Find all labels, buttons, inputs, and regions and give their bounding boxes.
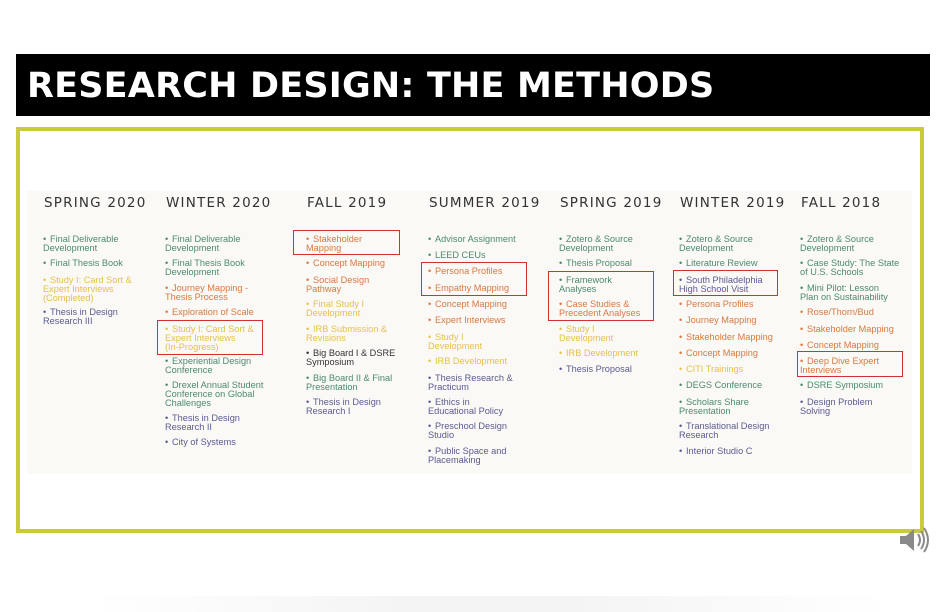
method-item bbox=[559, 365, 632, 374]
method-item bbox=[428, 300, 507, 309]
method-item bbox=[800, 259, 899, 277]
bullet-icon: • bbox=[43, 258, 47, 268]
bullet-icon: • bbox=[800, 324, 804, 334]
bullet-icon: • bbox=[165, 324, 169, 334]
bullet-icon: • bbox=[428, 315, 432, 325]
bullet-icon: • bbox=[679, 421, 683, 431]
highlight-box bbox=[421, 262, 527, 296]
method-item-line: Interviews bbox=[800, 365, 842, 375]
method-item-line: Development bbox=[679, 243, 734, 253]
bullet-icon: • bbox=[306, 348, 310, 358]
highlight-box bbox=[797, 351, 903, 377]
method-item bbox=[800, 398, 872, 416]
method-item-line: Expert Interviews bbox=[165, 333, 236, 343]
method-item-line: • Concept Mapping bbox=[428, 299, 508, 309]
method-item bbox=[679, 316, 756, 325]
bullet-icon: • bbox=[679, 258, 683, 268]
bullet-icon: • bbox=[679, 234, 683, 244]
method-item-line: • Scholars Share bbox=[679, 397, 749, 407]
speaker-icon[interactable] bbox=[896, 522, 932, 558]
method-item-line: • Study I: Card Sort & bbox=[43, 275, 132, 285]
method-item bbox=[306, 300, 364, 318]
method-item-line: of U.S. Schools bbox=[800, 267, 864, 277]
method-item bbox=[559, 235, 633, 253]
method-item-line: Thesis Process bbox=[165, 292, 228, 302]
method-item bbox=[165, 381, 263, 408]
method-item-line: Development bbox=[306, 308, 361, 318]
method-item bbox=[306, 276, 369, 294]
method-item-line: • City of Systems bbox=[165, 437, 236, 447]
method-item-line: • Literature Review bbox=[679, 258, 758, 268]
bullet-icon: • bbox=[800, 380, 804, 390]
bullet-icon: • bbox=[428, 283, 432, 293]
bullet-icon: • bbox=[428, 397, 432, 407]
method-item-line: • Thesis in Design bbox=[43, 307, 118, 317]
method-item-line: • Drexel Annual Student bbox=[165, 380, 264, 390]
method-item-line: • Case Study: The State bbox=[800, 258, 900, 268]
bullet-icon: • bbox=[559, 299, 563, 309]
bullet-icon: • bbox=[306, 234, 310, 244]
method-item-line: • Design Problem bbox=[800, 397, 873, 407]
method-item-line: • Thesis in Design bbox=[165, 413, 240, 423]
method-item-line: • Study I bbox=[559, 324, 595, 334]
method-item-line: Development bbox=[559, 333, 614, 343]
method-item-line: • Persona Profiles bbox=[428, 266, 503, 276]
method-item-line: • Stakeholder Mapping bbox=[800, 324, 894, 334]
method-item-line: • South Philadelphia bbox=[679, 275, 763, 285]
method-item-line: Symposium bbox=[306, 357, 354, 367]
method-item-line: • Advisor Assignment bbox=[428, 234, 516, 244]
method-item-line: • Big Board II & Final bbox=[306, 373, 393, 383]
method-item bbox=[800, 341, 879, 350]
method-item-line: Research bbox=[679, 430, 719, 440]
highlight-box bbox=[548, 271, 654, 321]
method-item bbox=[559, 349, 638, 358]
bullet-icon: • bbox=[306, 324, 310, 334]
method-item bbox=[679, 422, 769, 440]
bullet-icon: • bbox=[679, 364, 683, 374]
method-item-line: • Zotero & Source bbox=[559, 234, 633, 244]
method-item-line: • Social Design bbox=[306, 275, 370, 285]
bullet-icon: • bbox=[428, 446, 432, 456]
slide-title: RESEARCH DESIGN: THE METHODS bbox=[27, 66, 715, 106]
bullet-icon: • bbox=[428, 234, 432, 244]
bullet-icon: • bbox=[679, 348, 683, 358]
bullet-icon: • bbox=[679, 397, 683, 407]
highlight-box bbox=[673, 270, 778, 296]
column-heading: SPRING 2020 bbox=[44, 195, 147, 211]
method-item bbox=[306, 325, 387, 343]
bullet-icon: • bbox=[428, 332, 432, 342]
method-item-line: • Deep Dive Expert bbox=[800, 356, 880, 366]
method-item bbox=[306, 374, 392, 392]
method-item bbox=[428, 333, 482, 351]
method-item bbox=[428, 447, 507, 465]
method-item-line: • DEGS Conference bbox=[679, 380, 763, 390]
method-item bbox=[306, 398, 381, 416]
method-item-line: • Final Deliverable bbox=[43, 234, 119, 244]
method-item-line: • Thesis Proposal bbox=[559, 364, 632, 374]
bullet-icon: • bbox=[165, 356, 169, 366]
method-item-line: Development bbox=[428, 341, 483, 351]
method-item-line: • Thesis Research & bbox=[428, 373, 513, 383]
method-item-line: (Completed) bbox=[43, 293, 94, 303]
bullet-icon: • bbox=[800, 258, 804, 268]
method-item-line: • Final Deliverable bbox=[165, 234, 241, 244]
method-item-line: Studio bbox=[428, 430, 455, 440]
method-item-line: • Study I bbox=[428, 332, 464, 342]
method-item bbox=[428, 235, 516, 244]
method-item-line: • Concept Mapping bbox=[306, 258, 386, 268]
highlight-box bbox=[157, 320, 263, 355]
bullet-icon: • bbox=[428, 299, 432, 309]
method-item bbox=[428, 374, 513, 392]
bullet-icon: • bbox=[800, 307, 804, 317]
method-item-line: • Final Thesis Book bbox=[165, 258, 245, 268]
method-item-line: • IRB Development bbox=[559, 348, 639, 358]
method-item bbox=[306, 259, 385, 268]
method-item-line: • Journey Mapping bbox=[679, 315, 757, 325]
method-item-line: • Thesis in Design bbox=[306, 397, 381, 407]
method-item-line: • Expert Interviews bbox=[428, 315, 506, 325]
method-item bbox=[679, 381, 762, 390]
bullet-icon: • bbox=[428, 373, 432, 383]
method-item-line: Research III bbox=[43, 316, 93, 326]
method-item-line: Research II bbox=[165, 422, 212, 432]
bullet-icon: • bbox=[165, 283, 169, 293]
bullet-icon: • bbox=[306, 258, 310, 268]
bullet-icon: • bbox=[800, 356, 804, 366]
bullet-icon: • bbox=[800, 397, 804, 407]
method-item-line: • Rose/Thorn/Bud bbox=[800, 307, 874, 317]
method-item bbox=[559, 259, 632, 268]
method-item-line: • LEED CEUs bbox=[428, 250, 486, 260]
method-item-line: Research I bbox=[306, 406, 351, 416]
method-item bbox=[679, 300, 753, 309]
bullet-icon: • bbox=[43, 307, 47, 317]
method-item bbox=[428, 251, 486, 260]
method-item-line: • Empathy Mapping bbox=[428, 283, 510, 293]
method-item-line: Analyses bbox=[559, 284, 597, 294]
bullet-icon: • bbox=[679, 299, 683, 309]
method-item-line: Educational Policy bbox=[428, 406, 504, 416]
method-item-line: • Preschool Design bbox=[428, 421, 508, 431]
bullet-icon: • bbox=[800, 283, 804, 293]
method-item-line: • Journey Mapping - bbox=[165, 283, 249, 293]
bullet-icon: • bbox=[165, 380, 169, 390]
bottom-strip bbox=[90, 596, 890, 612]
method-item-line: Development bbox=[800, 243, 855, 253]
method-item-line: Revisions bbox=[306, 333, 346, 343]
method-item bbox=[428, 422, 507, 440]
method-item bbox=[43, 308, 118, 326]
method-item bbox=[679, 398, 749, 416]
method-item-line: • Interior Studio C bbox=[679, 446, 753, 456]
method-item-line: Conference on Global bbox=[165, 389, 255, 399]
method-item-line: Mapping bbox=[306, 243, 342, 253]
bullet-icon: • bbox=[306, 299, 310, 309]
bullet-icon: • bbox=[165, 258, 169, 268]
method-item-line: • DSRE Symposium bbox=[800, 380, 884, 390]
method-item-line: Challenges bbox=[165, 398, 211, 408]
column-heading: FALL 2018 bbox=[801, 195, 882, 211]
bullet-icon: • bbox=[428, 356, 432, 366]
method-item bbox=[165, 259, 245, 277]
method-item bbox=[165, 414, 240, 432]
method-item bbox=[165, 357, 251, 375]
method-item-line: • Persona Profiles bbox=[679, 299, 754, 309]
method-item-line: • Mini Pilot: Lesson bbox=[800, 283, 880, 293]
method-item-line: Development bbox=[559, 243, 614, 253]
bullet-icon: • bbox=[559, 364, 563, 374]
method-item-line: • Translational Design bbox=[679, 421, 770, 431]
method-item bbox=[428, 357, 507, 366]
method-item-line: High School Visit bbox=[679, 284, 749, 294]
column-heading: SPRING 2019 bbox=[560, 195, 663, 211]
method-item-line: • Final Thesis Book bbox=[43, 258, 123, 268]
method-item bbox=[165, 235, 240, 253]
method-item bbox=[800, 235, 874, 253]
highlight-box bbox=[293, 230, 400, 255]
method-item-line: • Big Board I & DSRE bbox=[306, 348, 396, 358]
bullet-icon: • bbox=[306, 275, 310, 285]
method-item-line: Precedent Analyses bbox=[559, 308, 641, 318]
method-item-line: Development bbox=[165, 267, 220, 277]
method-item-line: Solving bbox=[800, 406, 831, 416]
bullet-icon: • bbox=[679, 315, 683, 325]
method-item bbox=[165, 284, 248, 302]
method-item bbox=[679, 235, 753, 253]
bullet-icon: • bbox=[428, 421, 432, 431]
method-item bbox=[165, 438, 236, 447]
method-item-line: Plan on Sustainability bbox=[800, 292, 888, 302]
method-item-line: • Concept Mapping bbox=[679, 348, 759, 358]
bullet-icon: • bbox=[165, 307, 169, 317]
method-item-line: • IRB Submission & bbox=[306, 324, 388, 334]
method-item bbox=[43, 235, 118, 253]
title-bar bbox=[16, 54, 930, 116]
method-item bbox=[43, 276, 132, 303]
method-item bbox=[165, 308, 254, 317]
bullet-icon: • bbox=[428, 266, 432, 276]
method-item-line: (In-Progress) bbox=[165, 342, 219, 352]
method-item bbox=[679, 333, 773, 342]
method-item bbox=[428, 316, 505, 325]
method-item-line: • Case Studies & bbox=[559, 299, 630, 309]
bullet-icon: • bbox=[165, 437, 169, 447]
bullet-icon: • bbox=[679, 380, 683, 390]
bullet-icon: • bbox=[800, 340, 804, 350]
method-item-line: • Zotero & Source bbox=[679, 234, 753, 244]
method-item-line: Development bbox=[43, 243, 98, 253]
method-item-line: • Public Space and bbox=[428, 446, 507, 456]
method-item bbox=[679, 447, 752, 456]
bullet-icon: • bbox=[306, 397, 310, 407]
bullet-icon: • bbox=[559, 324, 563, 334]
method-item-line: Placemaking bbox=[428, 455, 481, 465]
bullet-icon: • bbox=[165, 234, 169, 244]
method-item-line: Presentation bbox=[679, 406, 731, 416]
method-item bbox=[800, 308, 874, 317]
bullet-icon: • bbox=[559, 234, 563, 244]
method-item bbox=[800, 325, 894, 334]
method-item-line: • Stakeholder bbox=[306, 234, 363, 244]
method-item bbox=[43, 259, 123, 268]
method-item-line: Expert Interviews bbox=[43, 284, 114, 294]
column-heading: WINTER 2019 bbox=[680, 195, 786, 211]
method-item-line: • Ethics in bbox=[428, 397, 470, 407]
method-item bbox=[428, 398, 503, 416]
method-item-line: • Experiential Design bbox=[165, 356, 252, 366]
method-item-line: Practicum bbox=[428, 382, 469, 392]
method-item-line: Conference bbox=[165, 365, 213, 375]
bullet-icon: • bbox=[559, 275, 563, 285]
method-item-line: • Concept Mapping bbox=[800, 340, 880, 350]
method-item bbox=[679, 349, 758, 358]
method-item bbox=[800, 284, 888, 302]
method-item-line: • Zotero & Source bbox=[800, 234, 874, 244]
bullet-icon: • bbox=[306, 373, 310, 383]
method-item-line: Presentation bbox=[306, 382, 358, 392]
column-heading: WINTER 2020 bbox=[166, 195, 272, 211]
method-item-line: • Study I: Card Sort & bbox=[165, 324, 254, 334]
method-item-line: Development bbox=[165, 243, 220, 253]
method-item-line: Pathway bbox=[306, 284, 342, 294]
method-item-line: • Stakeholder Mapping bbox=[679, 332, 773, 342]
method-item-line: • Thesis Proposal bbox=[559, 258, 632, 268]
method-item bbox=[679, 259, 758, 268]
method-item bbox=[306, 349, 395, 367]
method-item bbox=[559, 325, 613, 343]
method-item-line: • Final Study I bbox=[306, 299, 365, 309]
bullet-icon: • bbox=[43, 275, 47, 285]
method-item bbox=[800, 381, 883, 390]
bullet-icon: • bbox=[800, 234, 804, 244]
column-heading: FALL 2019 bbox=[307, 195, 388, 211]
method-item-line: • CITI Trainings bbox=[679, 364, 744, 374]
bullet-icon: • bbox=[43, 234, 47, 244]
bullet-icon: • bbox=[679, 275, 683, 285]
bullet-icon: • bbox=[679, 446, 683, 456]
bullet-icon: • bbox=[559, 348, 563, 358]
bullet-icon: • bbox=[165, 413, 169, 423]
method-item-line: • IRB Development bbox=[428, 356, 508, 366]
method-item-line: • Framework bbox=[559, 275, 612, 285]
bullet-icon: • bbox=[559, 258, 563, 268]
method-item-line: • Exploration of Scale bbox=[165, 307, 254, 317]
column-heading: SUMMER 2019 bbox=[429, 195, 541, 211]
method-item bbox=[679, 365, 743, 374]
bullet-icon: • bbox=[428, 250, 432, 260]
bullet-icon: • bbox=[679, 332, 683, 342]
